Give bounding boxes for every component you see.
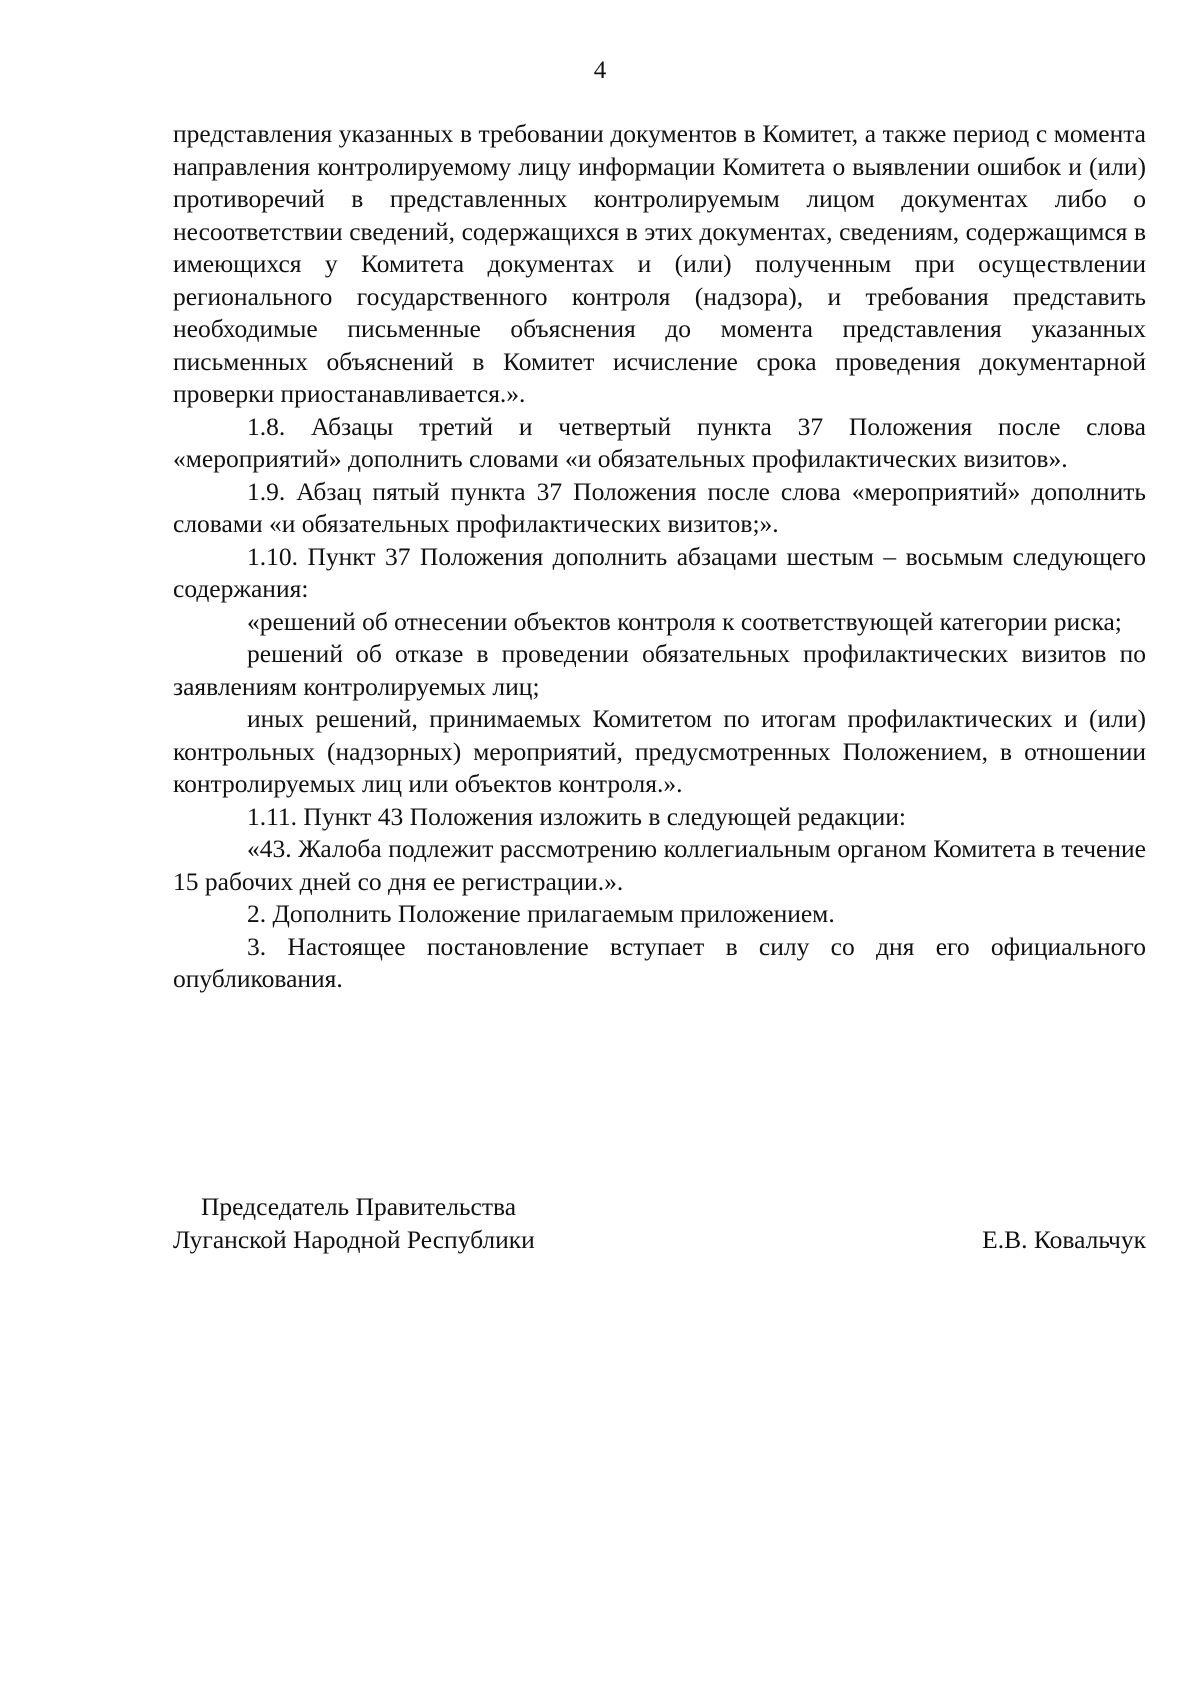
paragraph-quote-refusal: решений об отказе в проведении обязательных профилактических визитов по заявлениям контролируемых лиц; xyxy=(173,639,1146,701)
paragraph-quote-43: «43. Жалоба подлежит рассмотрению коллегиальным органом Комитета в течение 15 рабочих дней со дня ее регистрации.». xyxy=(173,834,1146,896)
signatory-name: Е.В. Ковальчук xyxy=(982,1224,1146,1254)
paragraph-quote-risk: «решений об отнесении объектов контроля к соответствующей категории риска; xyxy=(247,606,1122,636)
paragraph-continuation: представления указанных в требовании документов в Комитет, а также период с момента направления контролируемому лицу информации Комитета о выявлении ошибок и (или) противоречий в представленных контролируемым лицом документах либо о несоответствии сведений, содержащихся в этих документах, сведениям, содержащимся в имеющихся у Комитета документах и (или) полученным при осуществлении регионального государственного контроля (надзора), и требования представить необходимые письменные объяснения до момента представления указанных письменных объяснений в Комитет исчисление срока проведения документарной проверки приостанавливается.». xyxy=(173,119,1146,408)
paragraph-item-1-8: 1.8. Абзацы третий и четвертый пункта 37 Положения после слова «мероприятий» дополнить словами «и обязательных профилактических визитов». xyxy=(173,411,1146,473)
signature-row xyxy=(173,1224,1146,1257)
paragraph-item-3: 3. Настоящее постановление вступает в силу со дня его официального опубликования. xyxy=(173,931,1146,993)
signatory-position-line1: Председатель Правительства xyxy=(201,1192,517,1221)
signatory-position-line2: Луганской Народной Республики xyxy=(173,1224,535,1254)
paragraph-item-1-11: 1.11. Пункт 43 Положения изложить в следующей редакции: xyxy=(247,801,906,831)
document-body xyxy=(173,118,1146,996)
paragraph-item-1-10: 1.10. Пункт 37 Положения дополнить абзацами шестым – восьмым следующего содержания: xyxy=(173,541,1146,603)
paragraph-item-2: 2. Дополнить Положение прилагаемым приложением. xyxy=(247,899,835,928)
paragraph-item-1-9: 1.9. Абзац пятый пункта 37 Положения после слова «мероприятий» дополнить словами «и обязательных профилактических визитов;». xyxy=(173,476,1146,538)
signature-block xyxy=(173,1191,1146,1256)
paragraph-quote-other: иных решений, принимаемых Комитетом по итогам профилактических и (или) контрольных (надзорных) мероприятий, предусмотренных Положением, в отношении контролируемых лиц или объектов контроля.». xyxy=(173,704,1146,798)
page-number: 4 xyxy=(593,57,607,84)
